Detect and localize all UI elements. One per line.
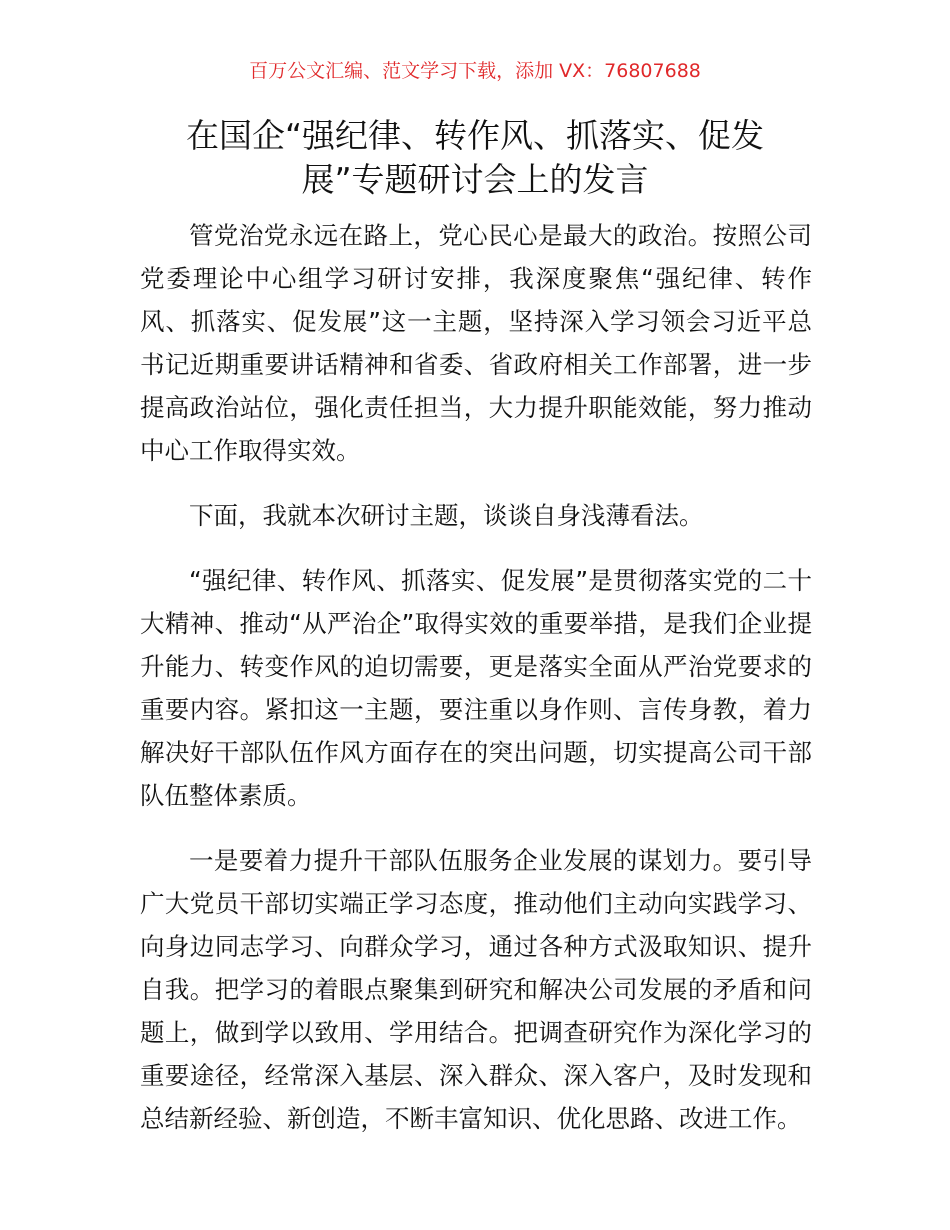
- document-title: [140, 114, 810, 202]
- header-banner: 百万公文汇编、范文学习下载，添加 VX：76807688: [249, 60, 701, 82]
- paragraph-intro: 管党治党永远在路上，党心民心是最大的政治。按照公司党委理论中心组学习研讨安排，我深度聚焦“强纪律、转作风、抓落实、促发展”这一主题，坚持深入学习领会习近平总书记近期重要讲话精神和省委、省政府相关工作部署，进一步提高政治站位，强化责任担当，大力提升职能效能，努力推动中心工作取得实效。: [140, 221, 812, 465]
- document-body: [140, 214, 812, 1162]
- document-title-line-2: 展”专题研讨会上的发言: [301, 160, 649, 199]
- paragraph-point-one: 一是要着力提升干部队伍服务企业发展的谋划力。要引导广大党员干部切实端正学习态度，推动他们主动向实践学习、向身边同志学习、向群众学习，通过各种方式汲取知识、提升自我。把学习的着眼点聚集到研究和解决公司发展的矛盾和问题上，做到学以致用、学用结合。把调查研究作为深化学习的重要途径，经常深入基层、深入群众、深入客户，及时发现和总结新经验、新创造，不断丰富知识、优化思路、改进工作。: [140, 846, 812, 1133]
- paragraph-transition: 下面，我就本次研讨主题，谈谈自身浅薄看法。: [189, 501, 704, 530]
- paragraph-theme: “强纪律、转作风、抓落实、促发展”是贯彻落实党的二十大精神、推动“从严治企”取得实效的重要举措，是我们企业提升能力、转变作风的迫切需要，更是落实全面从严治党要求的重要内容。紧扣这一主题，要注重以身作则、言传身教，着力解决好干部队伍作风方面存在的突出问题，切实提高公司干部队伍整体素质。: [140, 566, 812, 810]
- document-title-line-1: 在国企“强纪律、转作风、抓落实、促发: [185, 116, 765, 155]
